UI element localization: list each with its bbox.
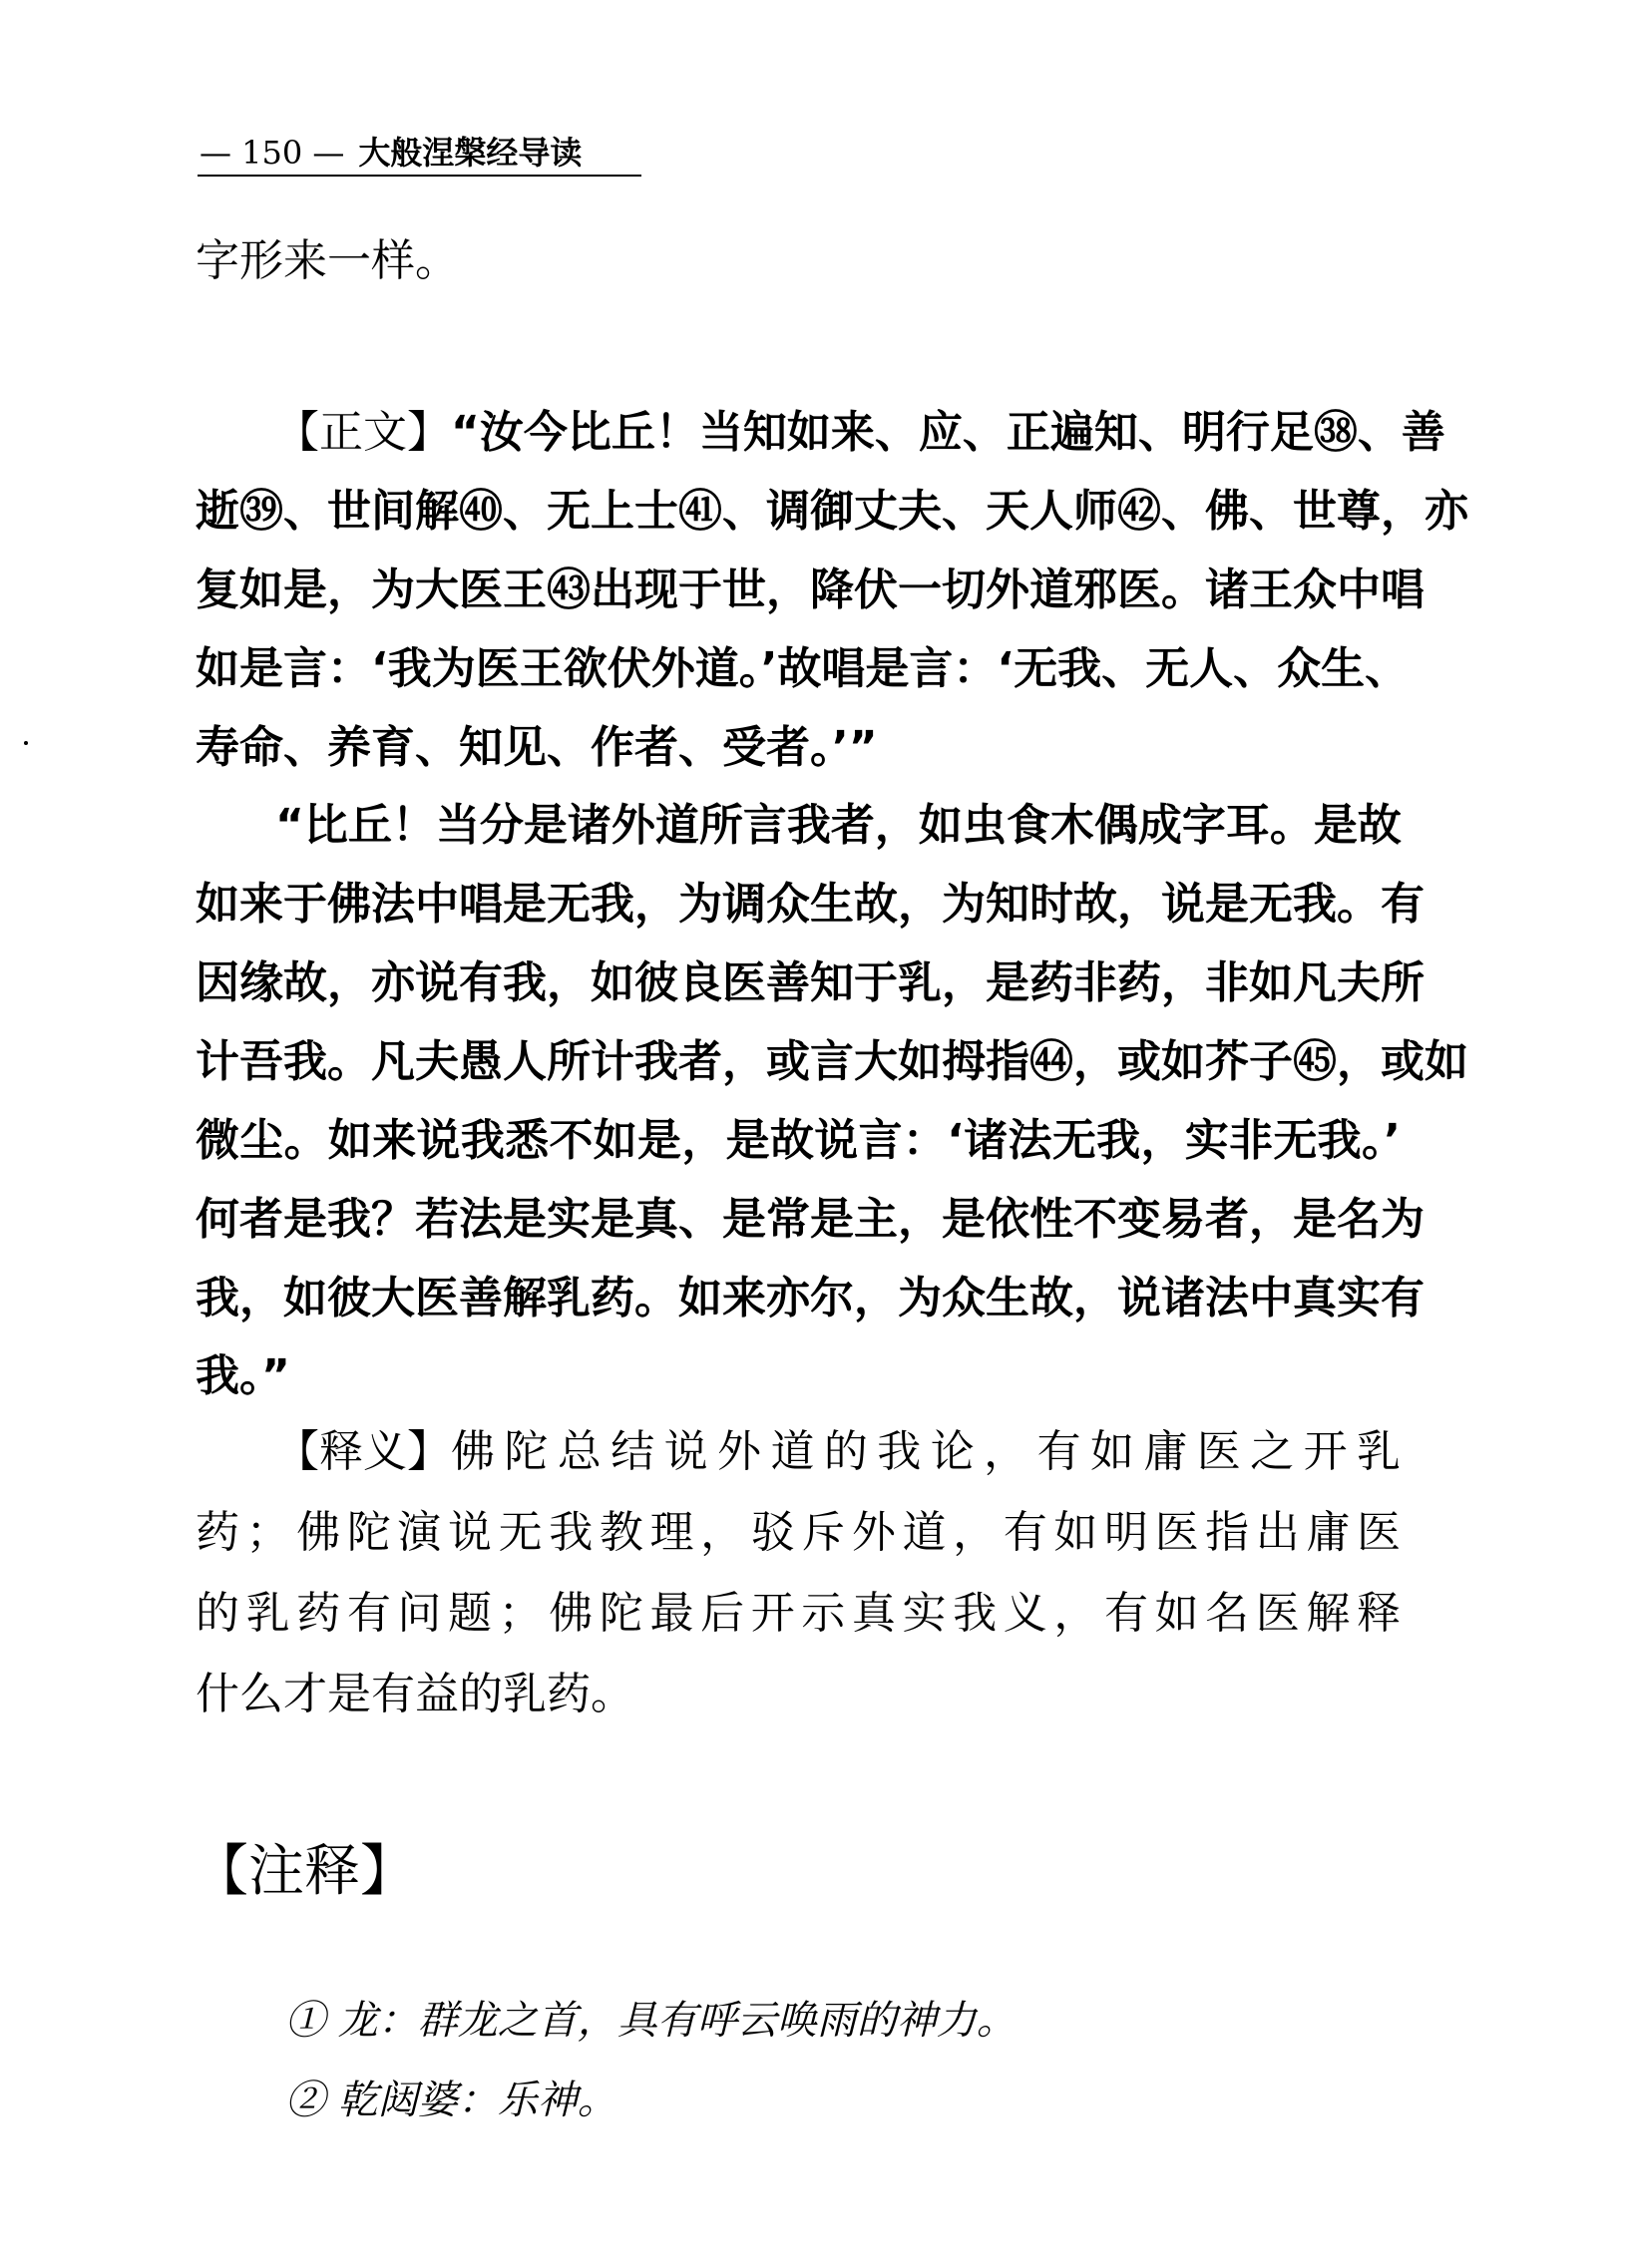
text-line: “比丘！当分是诸外道所言我者，如虫食木偶成字耳。是故: [275, 800, 1402, 851]
text-line: 如来于佛法中唱是无我，为调众生故，为知时故，说是无我。有: [196, 879, 1424, 930]
text-line: 如是言：‘我为医王欲伏外道。’故唱是言：‘无我、无人、众生、: [196, 643, 1410, 694]
running-header: [200, 128, 582, 174]
text-line: 佛陀总结说外道的我论，有如庸医之开乳: [451, 1426, 1401, 1477]
text-line: 我，如彼大医善解乳药。如来亦尔，为众生故，说诸法中真实有: [196, 1273, 1424, 1323]
shiyi-first-line: [275, 1422, 1401, 1482]
text-line: 微尘。如来说我悉不如是，是故说言：‘诸法无我，实非无我。’: [196, 1115, 1401, 1166]
text-line: 何者是我？若法是实是真、是常是主，是依性不变易者，是名为: [196, 1194, 1424, 1245]
scan-speck: [24, 741, 28, 745]
book-title: 大般涅槃经导读: [358, 134, 583, 172]
text-line: 逝㊴、世间解㊵、无上士㊶、调御丈夫、天人师㊷、佛、世尊，亦: [196, 486, 1468, 537]
text-line: 计吾我。凡夫愚人所计我者，或言大如拇指㊹，或如芥子㊺，或如: [196, 1036, 1468, 1087]
zhengwen-label: 【正文】: [275, 407, 451, 458]
text-line: 药；佛陀演说无我教理，驳斥外道，有如明医指出庸医: [196, 1507, 1401, 1558]
note-item: ② 乾闼婆：乐神。: [285, 2078, 617, 2123]
note-item: ① 龙：群龙之首，具有呼云唤雨的神力。: [285, 1998, 1017, 2044]
header-rule: [198, 175, 641, 177]
zhengwen-first-line: [275, 403, 1445, 463]
notes-heading: 【注释】: [193, 1839, 416, 1904]
text-line: 的乳药有问题；佛陀最后开示真实我义，有如名医解释: [196, 1588, 1401, 1639]
text-line: 什么才是有益的乳药。: [196, 1669, 634, 1719]
shiyi-label: 【释义】: [275, 1426, 451, 1477]
text-line: 我。”: [196, 1350, 290, 1401]
text-line: 寿命、养育、知见、作者、受者。’”: [196, 722, 878, 773]
text-line: 复如是，为大医王㊸出现于世，降伏一切外道邪医。诸王众中唱: [196, 565, 1424, 615]
text-line: 因缘故，亦说有我，如彼良医善知于乳，是药非药，非如凡夫所: [196, 957, 1424, 1008]
intro-line: 字形来一样。: [196, 235, 459, 286]
page-number: — 150 —: [200, 134, 345, 172]
text-line: “汝今比丘！当知如来、应、正遍知、明行足㊳、善: [451, 407, 1445, 458]
